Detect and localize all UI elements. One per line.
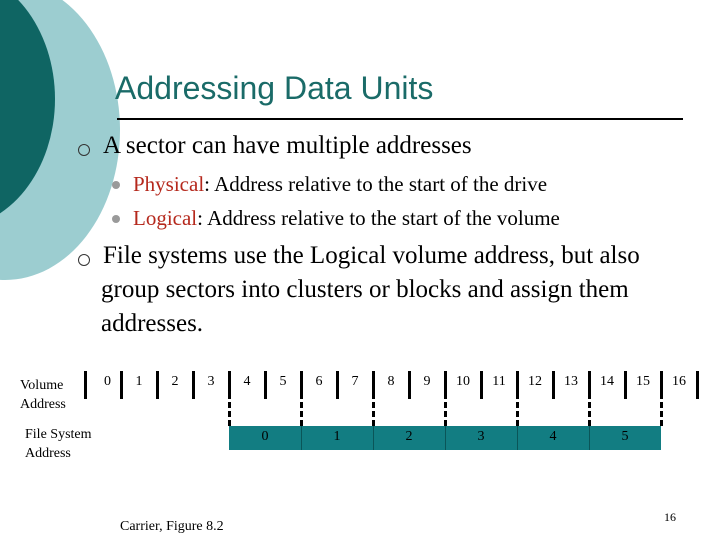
volume-cell-divider <box>588 371 591 399</box>
fs-cell-divider <box>301 426 302 450</box>
volume-address-value: 10 <box>456 374 470 389</box>
dashed-connector <box>516 402 519 426</box>
volume-cell-divider <box>552 371 555 399</box>
bullet-ring-icon <box>78 254 90 266</box>
fs-address-bar <box>229 426 661 450</box>
sub-bullet-physical <box>133 172 547 197</box>
volume-address-cell <box>85 370 121 400</box>
sub-bullet-logical <box>133 206 560 231</box>
bullet-line: group sectors into clusters or blocks and assign them <box>101 276 629 303</box>
volume-address-cell <box>373 370 409 400</box>
volume-address-value: 0 <box>104 374 111 389</box>
volume-cell-divider <box>696 371 699 399</box>
fs-address-cell <box>517 426 589 450</box>
fs-cell-divider <box>589 426 590 450</box>
volume-address-cell <box>409 370 445 400</box>
bullet-text: A sector can have multiple addresses <box>103 132 472 159</box>
volume-cell-divider <box>444 371 447 399</box>
page-number: 16 <box>664 510 676 524</box>
fs-cell-divider <box>517 426 518 450</box>
fs-address-cell <box>301 426 373 450</box>
volume-cell-divider <box>120 371 123 399</box>
label-line: File System <box>25 427 92 442</box>
fs-address-value: 4 <box>549 429 557 444</box>
term-logical: Logical <box>133 206 198 230</box>
sub-bullet-text: : Address relative to the start of the drive <box>204 172 548 196</box>
volume-address-value: 11 <box>492 374 506 389</box>
dashed-connector <box>300 402 303 426</box>
label-line: Volume <box>20 378 64 393</box>
volume-address-cell <box>157 370 193 400</box>
volume-address-cell <box>229 370 265 400</box>
fs-address-value: 5 <box>621 429 629 444</box>
label-line: Address <box>25 446 71 461</box>
volume-address-cell <box>193 370 229 400</box>
slide-title: Addressing Data Units <box>115 70 434 106</box>
volume-cell-divider <box>84 371 87 399</box>
volume-address-value: 15 <box>636 374 650 389</box>
dashed-connector <box>444 402 447 426</box>
volume-cell-divider <box>624 371 627 399</box>
figure-caption: Carrier, Figure 8.2 <box>120 519 224 534</box>
fs-address-label <box>25 425 92 463</box>
dashed-connector <box>660 402 663 426</box>
fs-address-cell <box>373 426 445 450</box>
bullet-line: addresses. <box>101 310 204 337</box>
sub-bullet-text: : Address relative to the start of the volume <box>197 206 560 230</box>
fs-address-value: 1 <box>333 429 341 444</box>
volume-cell-divider <box>660 371 663 399</box>
volume-address-value: 16 <box>672 374 686 389</box>
volume-cell-divider <box>408 371 411 399</box>
sub-bullet-dot-icon <box>112 181 120 189</box>
volume-address-cell <box>661 370 697 400</box>
dashed-connector <box>372 402 375 426</box>
volume-cell-divider <box>264 371 267 399</box>
volume-address-cell <box>337 370 373 400</box>
volume-cell-divider <box>192 371 195 399</box>
dashed-connector <box>588 402 591 426</box>
volume-cell-divider <box>156 371 159 399</box>
volume-cell-divider <box>372 371 375 399</box>
volume-address-cell <box>301 370 337 400</box>
volume-address-value: 8 <box>387 374 395 389</box>
volume-address-value: 14 <box>600 374 614 389</box>
volume-address-value: 5 <box>279 374 287 389</box>
volume-address-cell <box>265 370 301 400</box>
volume-address-value: 9 <box>423 374 431 389</box>
dashed-connector <box>228 402 231 426</box>
fs-address-value: 2 <box>405 429 413 444</box>
volume-address-value: 3 <box>207 374 215 389</box>
sub-bullet-dot-icon <box>112 215 120 223</box>
bullet-line: File systems use the Logical volume address, but also <box>103 242 640 269</box>
fs-cell-divider <box>445 426 446 450</box>
fs-address-cell <box>445 426 517 450</box>
bullet-ring-icon <box>78 144 90 156</box>
volume-address-value: 6 <box>315 374 323 389</box>
fs-address-cell <box>589 426 661 450</box>
fs-cell-divider <box>373 426 374 450</box>
label-line: Address <box>20 397 66 412</box>
volume-cell-divider <box>300 371 303 399</box>
fs-address-value: 3 <box>477 429 485 444</box>
volume-address-cell <box>553 370 589 400</box>
fs-address-value: 0 <box>261 429 269 444</box>
volume-address-label <box>20 376 66 414</box>
volume-cell-divider <box>228 371 231 399</box>
volume-cell-divider <box>480 371 483 399</box>
volume-address-value: 12 <box>528 374 542 389</box>
term-physical: Physical <box>133 172 205 196</box>
volume-address-value: 13 <box>564 374 578 389</box>
volume-address-value: 1 <box>135 374 143 389</box>
volume-address-cell <box>589 370 625 400</box>
volume-address-value: 4 <box>243 374 251 389</box>
volume-cell-divider <box>336 371 339 399</box>
fs-address-cell <box>229 426 301 450</box>
volume-cell-divider <box>516 371 519 399</box>
volume-address-value: 2 <box>171 374 179 389</box>
volume-address-value: 7 <box>351 374 359 389</box>
title-underline <box>117 118 683 120</box>
volume-address-cell <box>445 370 481 400</box>
volume-address-cell <box>517 370 553 400</box>
volume-address-cell <box>625 370 661 400</box>
volume-address-cell <box>481 370 517 400</box>
volume-address-cell <box>121 370 157 400</box>
